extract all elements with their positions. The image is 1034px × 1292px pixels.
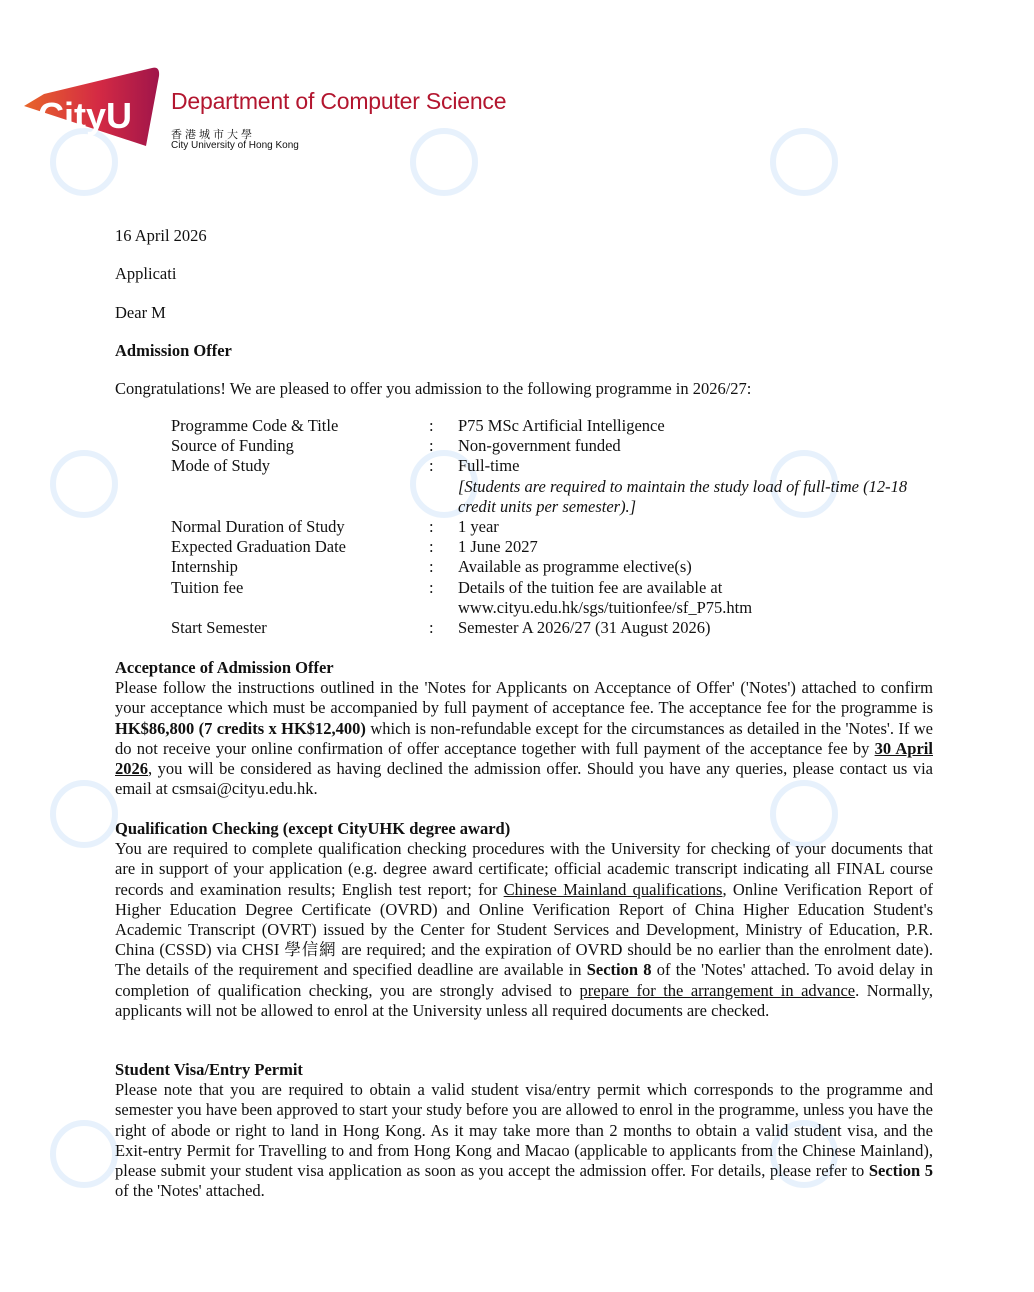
study-mode: Full-time: [458, 456, 520, 476]
section-heading: Acceptance of Admission Offer: [115, 658, 334, 677]
watermark-icon: [50, 1120, 118, 1188]
salutation: Dear M: [115, 303, 166, 322]
watermark-icon: [410, 128, 478, 196]
letter-title: Admission Offer: [115, 341, 232, 360]
label: Normal Duration of Study: [171, 517, 345, 537]
letter-date: 16 April 2026: [115, 226, 207, 245]
cityu-logo: [24, 66, 160, 150]
label: Start Semester: [171, 618, 267, 638]
text: which is non-refundable except for the circumstances as detailed in the 'Notes'. If we do not receive your online confirmation of offer acceptance together with full payment of the acceptance fee by: [115, 718, 933, 758]
text: Please follow the instructions outlined in the 'Notes for Applicants on Acceptance of Offer' ('Notes') attached to confirm your acceptance which must be accompanied by full payment of acceptance fee. The acceptance fee for the programme is: [115, 678, 933, 718]
label: Internship: [171, 557, 238, 577]
start-semester: Semester A 2026/27 (31 August 2026): [458, 618, 711, 638]
intro-text: Congratulations! We are pleased to offer you admission to the following programme in 2026/27:: [115, 379, 752, 398]
watermark-icon: [770, 128, 838, 196]
svg-text:CityU: CityU: [38, 95, 133, 136]
text: You are required to complete qualification checking procedures with the University for checking of your documents that are in support of your application (e.g. degree award certificate; official academic transcript indicating all FINAL course records and examination results; English test report; for: [115, 839, 933, 899]
programme-details: Programme Code & Title : P75 MSc Artificial Intelligence Source of Funding : Non-government funded Mode of Study : Full-time [Students are required to maintain the study load of full-time (12-18 credit units per semester).] Normal Duration of Study : 1 year Expected Graduation Date : 1 June 2027 Internship : Available as programme elective(s) Tuition fee : Details of the tuition fee are available at www.cityu.edu.hk/sgs/tuitionfee/sf_P75.htm Start Semester : Semester A 2026/27 (31 August 2026): [171, 416, 938, 638]
university-name-english: City University of Hong Kong: [171, 140, 299, 151]
graduation-date: 1 June 2027: [458, 537, 538, 557]
tuition-fee-url[interactable]: www.cityu.edu.hk/sgs/tuitionfee/sf_P75.htm: [458, 597, 753, 617]
section-ref: Section 5: [868, 1161, 933, 1181]
label: Expected Graduation Date: [171, 537, 347, 557]
text: , Online Verification Report of Higher Education Degree Certificate (OVRD) and Online Verification Report of China Higher Education Student's Academic Transcript (OVRT) issued by the Center for Student Services and Development, Ministry of Education, P.R. China (CSSD) via CHSI 學信網 are required; and the expiration of OVRD should be no earlier than the enrolment date). The details of the requirement and specified deadline are available in: [115, 879, 934, 980]
label: Programme Code & Title: [171, 416, 339, 435]
section-heading: Qualification Checking (except CityUHK degree award): [115, 819, 511, 838]
funding-source: Non-government funded: [458, 436, 621, 456]
internship: Available as programme elective(s): [458, 557, 692, 577]
university-name-chinese: 香港城市大學: [171, 128, 255, 141]
section-ref: Section 8: [586, 960, 652, 980]
watermark-icon: [50, 780, 118, 848]
label: Tuition fee: [171, 577, 244, 597]
visa-section: [115, 1060, 933, 1201]
text: , you will be considered as having declined the admission offer. Should you have any queries, please contact us via email at csmsai@cityu.edu.hk.: [115, 759, 933, 799]
text: . Normally, applicants will not be allowed to enrol at the University unless all required documents are checked.: [115, 980, 933, 1020]
application-number-label: Applicati: [115, 264, 177, 283]
department-name: Department of Computer Science: [171, 88, 507, 114]
label: Mode of Study: [171, 456, 270, 476]
acceptance-deadline: 30 April 2026: [115, 738, 933, 779]
acceptance-fee: HK$86,800 (7 credits x HK$12,400): [115, 718, 366, 738]
acceptance-section: [115, 658, 933, 799]
text: of the 'Notes' attached.: [115, 1181, 265, 1201]
programme-title: P75 MSc Artificial Intelligence: [458, 416, 665, 435]
qualification-section: [115, 819, 933, 1021]
duration: 1 year: [458, 517, 499, 537]
label: Source of Funding: [171, 436, 294, 456]
chinese-mainland-qualifications-link[interactable]: Chinese Mainland qualifications: [503, 879, 723, 899]
study-mode-note: [Students are required to maintain the study load of full-time (12-18 credit units per semester).]: [458, 476, 908, 516]
tuition-fee-text: Details of the tuition fee are available at: [458, 577, 723, 597]
watermark-icon: [50, 450, 118, 518]
prepare-arrangement-link[interactable]: prepare for the arrangement in advance: [579, 980, 856, 1000]
text: of the 'Notes' attached. To avoid delay in completion of qualification checking, you are strongly advised to: [115, 960, 933, 1000]
section-heading: Student Visa/Entry Permit: [115, 1060, 303, 1079]
text: Please note that you are required to obtain a valid student visa/entry permit which corresponds to the programme and semester you have been approved to start your study before you are allowed to enrol in the programme, unless you have the right of abode or right to land in Hong Kong. As it may take more than 2 months to obtain a valid student visa, and the Exit-entry Permit for Travelling to and from Hong Kong and Macao (applicable to applicants from the Chinese Mainland), please submit your student visa application as soon as you accept the admission offer. For details, please refer to: [115, 1080, 933, 1181]
